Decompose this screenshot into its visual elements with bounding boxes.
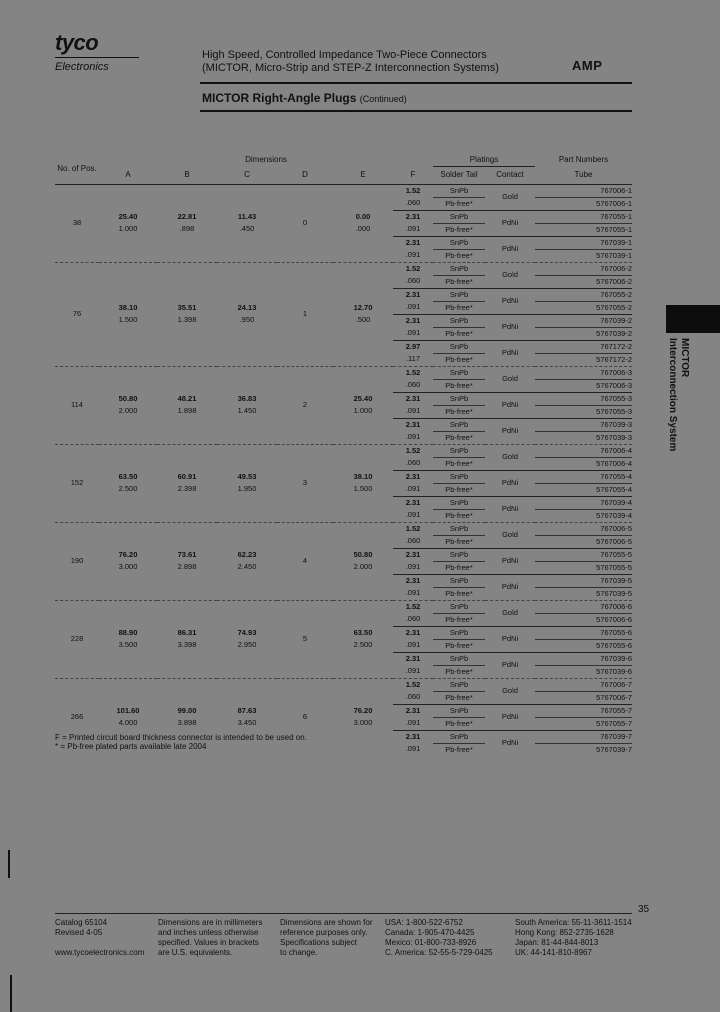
dim-d-cell: 4 xyxy=(277,522,333,600)
table-row xyxy=(55,366,632,392)
dim-a-cell: 88.90 3.500 xyxy=(99,600,157,678)
col-dimensions: Dimensions xyxy=(245,154,287,164)
solder-tail-cell: SnPb Pb-free* xyxy=(433,340,485,366)
contact-plating-cell: PdNi xyxy=(485,314,535,340)
positions-cell: 152 xyxy=(55,444,99,522)
dim-f-cell: 2.31 .091 xyxy=(393,470,433,496)
dim-c-cell: 87.63 3.450 xyxy=(217,678,277,756)
table-row xyxy=(55,678,632,704)
solder-tail-cell: SnPb Pb-free* xyxy=(433,522,485,548)
contact-plating-cell: PdNi xyxy=(485,704,535,730)
dim-c-cell: 62.23 2.450 xyxy=(217,522,277,600)
dim-f-cell: 2.31 .091 xyxy=(393,626,433,652)
header-rule xyxy=(200,82,632,84)
dim-d-cell: 6 xyxy=(277,678,333,756)
dim-c-cell: 74.93 2.950 xyxy=(217,600,277,678)
solder-tail-cell: SnPb Pb-free* xyxy=(433,418,485,444)
dim-a-cell: 76.20 3.000 xyxy=(99,522,157,600)
footer-phone-international: South America: 55-11-3611-1514 Hong Kong: 852-2735-1628 Japan: 81-44-844-8013 UK: 44-141-810-8967 xyxy=(515,918,632,957)
tyco-logo: tyco xyxy=(55,30,99,55)
dim-f-cell: 2.31 .091 xyxy=(393,548,433,574)
dim-f-cell: 2.31 .091 xyxy=(393,418,433,444)
dim-a-cell: 50.80 2.000 xyxy=(99,366,157,444)
solder-tail-cell: SnPb Pb-free* xyxy=(433,730,485,756)
solder-tail-cell: SnPb Pb-free* xyxy=(433,236,485,262)
dim-f-cell: 2.31 .091 xyxy=(393,652,433,678)
dim-f-cell: 1.52 .060 xyxy=(393,262,433,288)
col-tube: Tube xyxy=(535,166,632,184)
dim-f-cell: 2.31 .091 xyxy=(393,210,433,236)
dim-e-cell: 50.80 2.000 xyxy=(333,522,393,600)
part-number-cell: 767055-7 5767055-7 xyxy=(535,704,632,730)
col-part-numbers: Part Numbers xyxy=(558,154,609,164)
table-notes xyxy=(55,733,307,751)
part-number-cell: 767055-1 5767055-1 xyxy=(535,210,632,236)
solder-tail-cell: SnPb Pb-free* xyxy=(433,470,485,496)
contact-plating-cell: Gold xyxy=(485,262,535,288)
dim-c-cell: 11.43 .450 xyxy=(217,184,277,262)
dim-f-cell: 1.52 .060 xyxy=(393,522,433,548)
contact-plating-cell: PdNi xyxy=(485,626,535,652)
part-number-cell: 767055-3 5767055-3 xyxy=(535,392,632,418)
dim-c-cell: 36.83 1.450 xyxy=(217,366,277,444)
footer-catalog: Catalog 65104 Revised 4-05 www.tycoelectronics.com xyxy=(55,918,145,957)
col-e: E xyxy=(333,166,393,184)
col-a: A xyxy=(99,166,157,184)
contact-plating-cell: PdNi xyxy=(485,470,535,496)
part-number-cell: 767172-2 5767172-2 xyxy=(535,340,632,366)
margin-mark xyxy=(8,850,10,878)
solder-tail-cell: SnPb Pb-free* xyxy=(433,184,485,210)
contact-plating-cell: Gold xyxy=(485,366,535,392)
contact-plating-cell: PdNi xyxy=(485,496,535,522)
contact-plating-cell: Gold xyxy=(485,444,535,470)
dim-f-cell: 2.31 .091 xyxy=(393,574,433,600)
solder-tail-cell: SnPb Pb-free* xyxy=(433,366,485,392)
dim-c-cell: 49.53 1.950 xyxy=(217,444,277,522)
solder-tail-cell: SnPb Pb-free* xyxy=(433,496,485,522)
contact-plating-cell: PdNi xyxy=(485,340,535,366)
dim-d-cell: 2 xyxy=(277,366,333,444)
solder-tail-cell: SnPb Pb-free* xyxy=(433,626,485,652)
dim-b-cell: 22.81 .898 xyxy=(157,184,217,262)
amp-brand-logo: AMP xyxy=(572,58,603,73)
col-platings: Platings xyxy=(433,154,535,166)
solder-tail-cell: SnPb Pb-free* xyxy=(433,574,485,600)
col-d: D xyxy=(277,166,333,184)
footer-rule xyxy=(55,913,632,914)
solder-tail-cell: SnPb Pb-free* xyxy=(433,210,485,236)
dim-f-cell: 1.52 .060 xyxy=(393,444,433,470)
solder-tail-cell: SnPb Pb-free* xyxy=(433,704,485,730)
contact-plating-cell: Gold xyxy=(485,600,535,626)
dim-d-cell: 1 xyxy=(277,262,333,366)
contact-plating-cell: PdNi xyxy=(485,730,535,756)
part-number-cell: 767039-4 5767039-4 xyxy=(535,496,632,522)
dim-a-cell: 25.40 1.000 xyxy=(99,184,157,262)
solder-tail-cell: SnPb Pb-free* xyxy=(433,652,485,678)
dim-f-cell: 2.31 .091 xyxy=(393,730,433,756)
footer-phone-americas: USA: 1-800-522-6752 Canada: 1-905-470-4425 Mexico: 01-800-733-8926 C. America: 52-55-5-729-0425 xyxy=(385,918,493,957)
dim-b-cell: 35.51 1.398 xyxy=(157,262,217,366)
part-number-cell: 767006-1 5767006-1 xyxy=(535,184,632,210)
contact-plating-cell: PdNi xyxy=(485,418,535,444)
contact-plating-cell: PdNi xyxy=(485,548,535,574)
part-number-cell: 767006-4 5767006-4 xyxy=(535,444,632,470)
col-contact: Contact xyxy=(485,166,535,184)
dim-e-cell: 12.70 .500 xyxy=(333,262,393,366)
dim-d-cell: 0 xyxy=(277,184,333,262)
dim-e-cell: 63.50 2.500 xyxy=(333,600,393,678)
dim-f-cell: 2.97 .117 xyxy=(393,340,433,366)
margin-mark-bottom xyxy=(10,975,12,1012)
part-number-cell: 767055-6 5767055-6 xyxy=(535,626,632,652)
footer-reference-note: Dimensions are shown for reference purposes only. Specifications subject to change. xyxy=(280,918,373,957)
dim-f-cell: 2.31 .091 xyxy=(393,236,433,262)
part-number-cell: 767006-5 5767006-5 xyxy=(535,522,632,548)
website-link[interactable]: www.tycoelectronics.com xyxy=(55,948,145,957)
dim-f-cell: 2.31 .091 xyxy=(393,704,433,730)
dim-f-cell: 2.31 .091 xyxy=(393,314,433,340)
dim-a-cell: 101.60 4.000 xyxy=(99,678,157,756)
part-number-cell: 767006-7 5767006-7 xyxy=(535,678,632,704)
dim-d-cell: 3 xyxy=(277,444,333,522)
part-number-cell: 767055-4 5767055-4 xyxy=(535,470,632,496)
section-rule xyxy=(200,110,632,112)
dim-e-cell: 76.20 3.000 xyxy=(333,678,393,756)
part-number-cell: 767006-6 5767006-6 xyxy=(535,600,632,626)
side-tab-label: MICTOR Interconnection System xyxy=(667,338,690,452)
part-number-cell: 767039-5 5767039-5 xyxy=(535,574,632,600)
dim-f-cell: 1.52 .060 xyxy=(393,184,433,210)
solder-tail-cell: SnPb Pb-free* xyxy=(433,678,485,704)
table-row xyxy=(55,444,632,470)
dim-f-cell: 2.31 .091 xyxy=(393,392,433,418)
part-number-cell: 767039-7 5767039-7 xyxy=(535,730,632,756)
col-solder-tail: Solder Tail xyxy=(433,166,485,184)
logo-divider xyxy=(55,57,139,58)
positions-cell: 114 xyxy=(55,366,99,444)
part-number-cell: 767039-6 5767039-6 xyxy=(535,652,632,678)
dim-b-cell: 99.00 3.898 xyxy=(157,678,217,756)
footer-units-note: Dimensions are in millimeters and inches unless otherwise specified. Values in brackets are U.S. equivalents. xyxy=(158,918,263,957)
logo-subtitle: Electronics xyxy=(55,61,109,73)
col-c: C xyxy=(217,166,277,184)
table-row xyxy=(55,184,632,210)
section-tab-marker xyxy=(666,305,720,333)
dim-b-cell: 86.31 3.398 xyxy=(157,600,217,678)
contact-plating-cell: PdNi xyxy=(485,574,535,600)
contact-plating-cell: PdNi xyxy=(485,288,535,314)
positions-cell: 266 xyxy=(55,678,99,756)
dim-e-cell: 38.10 1.500 xyxy=(333,444,393,522)
dim-b-cell: 60.91 2.398 xyxy=(157,444,217,522)
dim-b-cell: 48.21 1.898 xyxy=(157,366,217,444)
contact-plating-cell: Gold xyxy=(485,678,535,704)
col-f: F xyxy=(393,166,433,184)
page-number: 35 xyxy=(638,904,650,915)
contact-plating-cell: PdNi xyxy=(485,652,535,678)
part-number-cell: 767006-3 5767006-3 xyxy=(535,366,632,392)
solder-tail-cell: SnPb Pb-free* xyxy=(433,600,485,626)
solder-tail-cell: SnPb Pb-free* xyxy=(433,262,485,288)
catalog-title-line2: (MICTOR, Micro-Strip and STEP-Z Interconnection Systems) xyxy=(202,62,499,74)
col-b: B xyxy=(157,166,217,184)
contact-plating-cell: PdNi xyxy=(485,392,535,418)
contact-plating-cell: PdNi xyxy=(485,210,535,236)
part-number-cell: 767055-5 5767055-5 xyxy=(535,548,632,574)
section-title: MICTOR Right-Angle Plugs (Continued) xyxy=(202,91,407,105)
note-pb-free: * = Pb-free plated parts available late 2004 xyxy=(55,742,207,751)
part-number-cell: 767039-1 5767039-1 xyxy=(535,236,632,262)
note-f: F = Printed circuit board thickness connector is intended to be used on. xyxy=(55,733,307,742)
dim-f-cell: 1.52 .060 xyxy=(393,678,433,704)
solder-tail-cell: SnPb Pb-free* xyxy=(433,392,485,418)
contact-plating-cell: Gold xyxy=(485,522,535,548)
dim-d-cell: 5 xyxy=(277,600,333,678)
table-row xyxy=(55,262,632,288)
part-number-cell: 767039-2 5767039-2 xyxy=(535,314,632,340)
dim-f-cell: 1.52 .060 xyxy=(393,600,433,626)
solder-tail-cell: SnPb Pb-free* xyxy=(433,314,485,340)
dim-f-cell: 1.52 .060 xyxy=(393,366,433,392)
positions-cell: 190 xyxy=(55,522,99,600)
solder-tail-cell: SnPb Pb-free* xyxy=(433,444,485,470)
table-row xyxy=(55,600,632,626)
positions-cell: 228 xyxy=(55,600,99,678)
solder-tail-cell: SnPb Pb-free* xyxy=(433,288,485,314)
part-number-cell: 767006-2 5767006-2 xyxy=(535,262,632,288)
part-number-cell: 767055-2 5767055-2 xyxy=(535,288,632,314)
catalog-title-line1: High Speed, Controlled Impedance Two-Piece Connectors xyxy=(202,49,487,61)
contact-plating-cell: PdNi xyxy=(485,236,535,262)
col-pos: No. of Pos. xyxy=(55,154,99,184)
dim-a-cell: 63.50 2.500 xyxy=(99,444,157,522)
contact-plating-cell: Gold xyxy=(485,184,535,210)
part-number-cell: 767039-3 5767039-3 xyxy=(535,418,632,444)
dim-e-cell: 25.40 1.000 xyxy=(333,366,393,444)
dim-e-cell: 0.00 .000 xyxy=(333,184,393,262)
plugs-spec-table xyxy=(55,154,632,756)
dim-f-cell: 2.31 .091 xyxy=(393,496,433,522)
table-row xyxy=(55,522,632,548)
dim-c-cell: 24.13 .950 xyxy=(217,262,277,366)
solder-tail-cell: SnPb Pb-free* xyxy=(433,548,485,574)
positions-cell: 38 xyxy=(55,184,99,262)
dim-a-cell: 38.10 1.500 xyxy=(99,262,157,366)
dim-f-cell: 2.31 .091 xyxy=(393,288,433,314)
dim-b-cell: 73.61 2.898 xyxy=(157,522,217,600)
positions-cell: 76 xyxy=(55,262,99,366)
